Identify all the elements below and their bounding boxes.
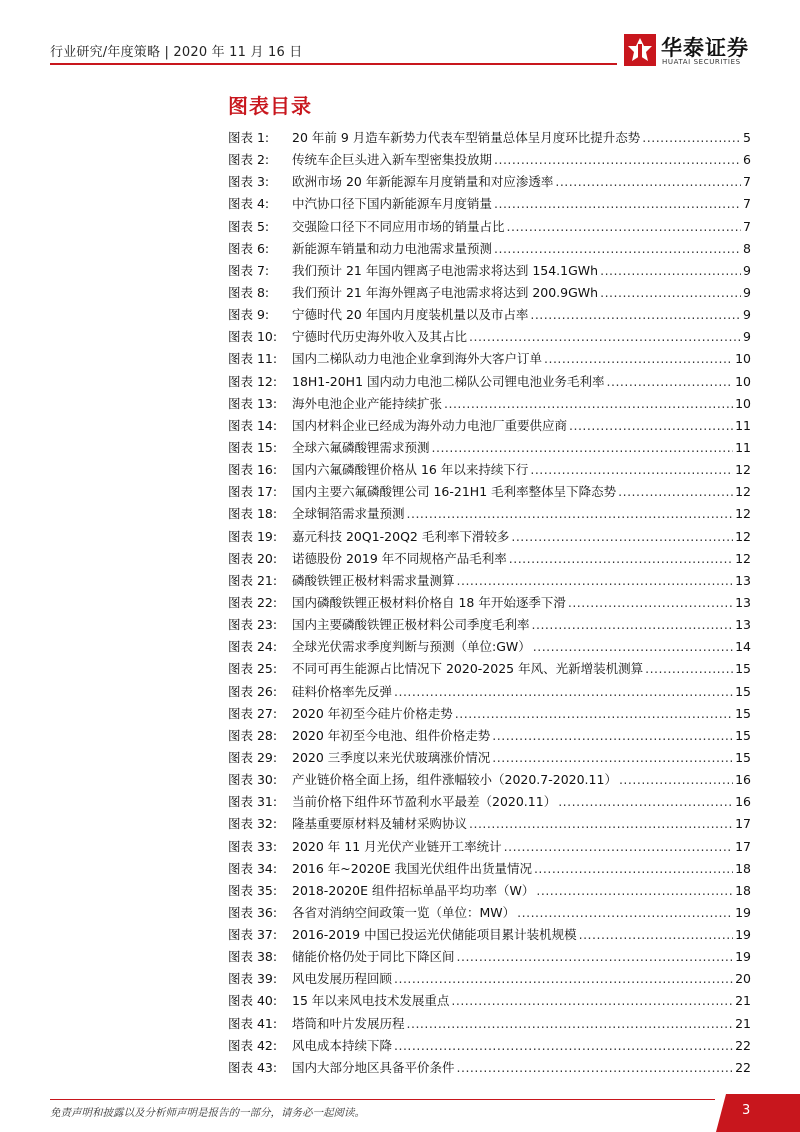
toc-item-page: 15 — [735, 661, 751, 677]
toc-item-page: 9 — [743, 329, 751, 345]
toc-item-label: 图表 33: — [228, 838, 278, 854]
toc-item-title: 我们预计 21 年海外锂离子电池需求将达到 200.9GWh — [292, 284, 599, 300]
toc-item-title: 国内主要磷酸铁锂正极材料公司季度毛利率 — [292, 617, 530, 633]
toc-item-title: 2018-2020E 组件招标单晶平均功率（W） — [292, 882, 535, 898]
toc-item[interactable] — [228, 217, 751, 239]
toc-item-label: 图表 21: — [228, 572, 278, 588]
toc-item[interactable] — [228, 327, 751, 349]
toc-item-label: 图表 40: — [228, 993, 278, 1009]
toc-item-title: 风电成本持续下降 — [292, 1037, 393, 1053]
toc-item-page: 10 — [735, 373, 751, 389]
huatai-logo — [624, 34, 754, 70]
toc-item[interactable] — [228, 549, 751, 571]
logo-chinese-name: 华泰证券 — [661, 36, 749, 60]
toc-item-leader — [619, 772, 733, 787]
toc-item-leader — [534, 861, 733, 876]
toc-item-leader — [511, 529, 733, 544]
toc-item[interactable] — [228, 770, 751, 792]
toc-item-page: 21 — [735, 1015, 751, 1031]
toc-item-page: 9 — [743, 284, 751, 300]
toc-item-leader — [607, 374, 734, 389]
footer-disclaimer: 免责声明和披露以及分析师声明是报告的一部分，请务必一起阅读。 — [50, 1107, 365, 1119]
toc-item[interactable] — [228, 194, 751, 216]
toc-item-leader — [457, 949, 734, 964]
page-number-badge — [716, 1094, 800, 1132]
toc-item-page: 18 — [735, 882, 751, 898]
toc-item-page: 9 — [743, 262, 751, 278]
toc-item-leader — [492, 728, 733, 743]
toc-item-title: 全球六氟磷酸锂需求预测 — [292, 439, 430, 455]
toc-item[interactable] — [228, 837, 751, 859]
footer-divider — [50, 1099, 715, 1100]
toc-item-title: 20 年前 9 月造车新势力代表车型销量总体呈月度环比提升态势 — [292, 130, 641, 145]
toc-item-title: 国内材料企业已经成为海外动力电池厂重要供应商 — [292, 417, 568, 433]
toc-item-leader — [407, 1016, 734, 1031]
toc-item-label: 图表 22: — [228, 594, 278, 610]
toc-item-leader — [645, 661, 733, 676]
toc-item-leader — [469, 816, 733, 831]
toc-item-leader — [394, 971, 733, 986]
toc-item[interactable] — [228, 1058, 751, 1080]
toc-item-title: 2020 年初至今硅片价格走势 — [292, 705, 453, 721]
toc-item-label: 图表 26: — [228, 683, 278, 699]
toc-item-title: 隆基重要原材料及辅材采购协议 — [292, 816, 468, 832]
toc-item-page: 22 — [735, 1037, 751, 1053]
toc-item-leader — [394, 684, 733, 699]
toc-item-leader — [600, 263, 741, 278]
toc-item-page: 12 — [735, 462, 751, 478]
toc-item-title: 海外电池企业产能持续扩张 — [292, 395, 443, 411]
toc-item-label: 图表 30: — [228, 772, 278, 788]
toc-item-label: 图表 28: — [228, 727, 278, 743]
toc-item[interactable] — [228, 659, 751, 681]
toc-item[interactable] — [228, 903, 751, 925]
toc-item-page: 15 — [735, 683, 751, 699]
toc-item-label: 图表 9: — [228, 307, 270, 323]
toc-item[interactable] — [228, 881, 751, 903]
toc-item-title: 中汽协口径下国内新能源车月度销量 — [292, 196, 493, 212]
toc-item[interactable] — [228, 1036, 751, 1058]
toc-item[interactable] — [228, 859, 751, 881]
toc-item[interactable] — [228, 460, 751, 482]
toc-item-label: 图表 34: — [228, 860, 278, 876]
toc-item-leader — [642, 130, 741, 145]
toc-item-title: 国内二梯队动力电池企业拿到海外大客户订单 — [292, 351, 543, 367]
toc-item-page: 12 — [735, 484, 751, 500]
toc-item-page: 16 — [735, 794, 751, 810]
toc-item-label: 图表 20: — [228, 550, 278, 566]
toc-item-label: 图表 38: — [228, 949, 278, 965]
toc-item-leader — [494, 152, 741, 167]
toc-item-title: 风电发展历程回顾 — [292, 971, 393, 987]
toc-item[interactable] — [228, 239, 751, 261]
toc-item-title: 宁德时代历史海外收入及其占比 — [292, 329, 468, 345]
toc-item-title: 传统车企巨头进入新车型密集投放期 — [292, 152, 493, 168]
toc-item-label: 图表 42: — [228, 1037, 278, 1053]
toc-item-page: 13 — [735, 594, 751, 610]
toc-item-label: 图表 12: — [228, 373, 278, 389]
toc-item-leader — [469, 329, 741, 344]
toc-item-page: 20 — [735, 971, 751, 987]
toc-item-page: 5 — [743, 130, 751, 145]
toc-item-page: 11 — [735, 439, 751, 455]
toc-item-page: 15 — [735, 705, 751, 721]
toc-item-title: 新能源车销量和动力电池需求量预测 — [292, 240, 493, 256]
toc-item[interactable] — [228, 925, 751, 947]
toc-item-leader — [568, 595, 733, 610]
toc-item-leader — [558, 794, 733, 809]
toc-item[interactable] — [228, 504, 751, 526]
toc-item-page: 17 — [735, 838, 751, 854]
toc-item-label: 图表 7: — [228, 262, 270, 278]
toc-item-page: 6 — [743, 152, 751, 168]
toc-item-label: 图表 36: — [228, 904, 278, 920]
toc-item-leader — [407, 506, 734, 521]
toc-item[interactable] — [228, 416, 751, 438]
toc-item-title: 15 年以来风电技术发展重点 — [292, 993, 450, 1009]
toc-item-page: 8 — [743, 240, 751, 256]
toc-item-leader — [457, 573, 734, 588]
toc-item-page: 13 — [735, 572, 751, 588]
toc-item-leader — [530, 462, 733, 477]
toc-item-leader — [492, 750, 733, 765]
toc-item-title: 国内磷酸铁锂正极材料价格自 18 年开始逐季下滑 — [292, 594, 566, 610]
toc-item-leader — [509, 551, 733, 566]
toc-item-label: 图表 23: — [228, 617, 278, 633]
toc-item-title: 18H1-20H1 国内动力电池二梯队公司锂电池业务毛利率 — [292, 373, 605, 389]
toc-item-label: 图表 18: — [228, 506, 278, 522]
toc-item-label: 图表 4: — [228, 196, 270, 212]
toc-item-leader — [533, 639, 733, 654]
toc-item-title: 2016 年~2020E 我国光伏组件出货量情况 — [292, 860, 532, 876]
toc-item[interactable] — [228, 593, 751, 615]
toc-item[interactable] — [228, 261, 751, 283]
toc-item-leader — [544, 351, 733, 366]
toc-item-title: 塔筒和叶片发展历程 — [292, 1015, 405, 1031]
toc-item-page: 19 — [735, 949, 751, 965]
toc-item-title: 不同可再生能源占比情况下 2020-2025 年风、光新增装机测算 — [292, 661, 644, 677]
toc-item-leader — [600, 285, 741, 300]
toc-item-leader — [618, 484, 733, 499]
page-number: 3 — [742, 1103, 751, 1118]
toc-item-leader — [530, 307, 741, 322]
toc-item-label: 图表 19: — [228, 528, 278, 544]
toc-item-title: 诺德股份 2019 年不同规格产品毛利率 — [292, 550, 507, 566]
toc-item-label: 图表 31: — [228, 794, 278, 810]
toc-item-title: 国内主要六氟磷酸锂公司 16-21H1 毛利率整体呈下降态势 — [292, 484, 617, 500]
toc-item-leader — [536, 883, 733, 898]
toc-item[interactable] — [228, 482, 751, 504]
toc-item-title: 2020 年初至今电池、组件价格走势 — [292, 727, 491, 743]
toc-item[interactable] — [228, 150, 751, 172]
toc-item-label: 图表 32: — [228, 816, 278, 832]
toc-item-title: 欧洲市场 20 年新能源车月度销量和对应渗透率 — [292, 174, 554, 190]
toc-item-leader — [569, 418, 733, 433]
toc-item-page: 21 — [735, 993, 751, 1009]
toc-item-title: 磷酸铁锂正极材料需求量测算 — [292, 572, 455, 588]
toc-item-page: 14 — [735, 639, 751, 655]
toc-item-page: 18 — [735, 860, 751, 876]
toc-item[interactable] — [228, 283, 751, 305]
toc-item-label: 图表 17: — [228, 484, 278, 500]
toc-item-page: 15 — [735, 727, 751, 743]
toc-item-title: 储能价格仍处于同比下降区间 — [292, 949, 455, 965]
toc-item-leader — [494, 196, 741, 211]
toc-item-page: 13 — [735, 617, 751, 633]
toc-item-page: 9 — [743, 307, 751, 323]
toc-item-page: 11 — [735, 417, 751, 433]
toc-item-label: 图表 39: — [228, 971, 278, 987]
toc-item-label: 图表 25: — [228, 661, 278, 677]
toc-item-title: 全球光伏需求季度判断与预测（单位:GW） — [292, 639, 531, 655]
toc-item-label: 图表 24: — [228, 639, 278, 655]
toc-item[interactable] — [228, 792, 751, 814]
toc-item-label: 图表 6: — [228, 240, 270, 256]
toc-item-title: 宁德时代 20 年国内月度装机量以及市占率 — [292, 307, 529, 323]
toc-item-title: 产业链价格全面上扬，组件涨幅较小（2020.7-2020.11） — [292, 772, 617, 788]
toc-item-page: 19 — [735, 927, 751, 943]
logo-english-name: HUATAI SECURITIES — [662, 58, 741, 66]
toc-item[interactable] — [228, 172, 751, 194]
toc-item[interactable] — [228, 128, 751, 150]
header-breadcrumb: 行业研究/年度策略 | 2020 年 11 月 16 日 — [50, 45, 303, 60]
toc-item-page: 10 — [735, 351, 751, 367]
toc-item[interactable] — [228, 969, 751, 991]
toc-item-label: 图表 10: — [228, 329, 278, 345]
toc-item[interactable] — [228, 748, 751, 770]
toc-item[interactable] — [228, 571, 751, 593]
huatai-logo-icon — [624, 34, 656, 66]
toc-item-label: 图表 15: — [228, 439, 278, 455]
toc-item-title: 各省对消纳空间政策一览（单位：MW） — [292, 904, 516, 920]
toc-item-label: 图表 41: — [228, 1015, 278, 1031]
toc-item[interactable] — [228, 1014, 751, 1036]
toc-item[interactable] — [228, 527, 751, 549]
toc-item-label: 图表 37: — [228, 927, 278, 943]
toc-item-page: 7 — [743, 218, 751, 234]
toc-item[interactable] — [228, 947, 751, 969]
toc-item[interactable] — [228, 372, 751, 394]
toc-item-leader — [457, 1060, 734, 1075]
toc-item-title: 当前价格下组件环节盈利水平最差（2020.11） — [292, 794, 557, 810]
toc-item-label: 图表 8: — [228, 284, 270, 300]
toc-item-leader — [517, 905, 733, 920]
toc-item-title: 全球铜箔需求量预测 — [292, 506, 405, 522]
toc-item-title: 2020 三季度以来光伏玻璃涨价情况 — [292, 749, 491, 765]
toc-item[interactable] — [228, 637, 751, 659]
header-divider — [50, 63, 617, 65]
toc-item-label: 图表 2: — [228, 152, 270, 168]
toc-item-page: 12 — [735, 528, 751, 544]
toc-item[interactable] — [228, 615, 751, 637]
toc-item-page: 15 — [735, 749, 751, 765]
toc-item-title: 2016-2019 中国已投运光伏储能项目累计装机规模 — [292, 927, 577, 943]
toc-item-title: 硅料价格率先反弹 — [292, 683, 393, 699]
toc-item-page: 17 — [735, 816, 751, 832]
toc-item-label: 图表 5: — [228, 218, 270, 234]
toc-item[interactable] — [228, 682, 751, 704]
toc-item-label: 图表 27: — [228, 705, 278, 721]
toc-item-label: 图表 16: — [228, 462, 278, 478]
toc-item-title: 2020 年 11 月光伏产业链开工率统计 — [292, 838, 502, 854]
toc-item-page: 12 — [735, 550, 751, 566]
toc-item-title: 国内大部分地区具备平价条件 — [292, 1059, 455, 1075]
toc-item-title: 国内六氟磷酸锂价格从 16 年以来持续下行 — [292, 462, 529, 478]
toc-item-title: 交强险口径下不同应用市场的销量占比 — [292, 218, 505, 234]
toc-item-leader — [451, 993, 733, 1008]
toc-item-page: 7 — [743, 174, 751, 190]
toc-item-title: 我们预计 21 年国内锂离子电池需求将达到 154.1GWh — [292, 262, 599, 278]
toc-item-leader — [504, 839, 733, 854]
toc-item[interactable] — [228, 349, 751, 371]
toc-item-label: 图表 29: — [228, 749, 278, 765]
toc-item[interactable] — [228, 438, 751, 460]
toc-item-page: 22 — [735, 1059, 751, 1075]
toc-item-label: 图表 35: — [228, 882, 278, 898]
toc-item[interactable] — [228, 726, 751, 748]
toc-item-page: 7 — [743, 196, 751, 212]
toc-item-leader — [494, 241, 741, 256]
toc-item[interactable] — [228, 991, 751, 1013]
toc-list — [228, 128, 751, 1080]
toc-item-page: 16 — [735, 772, 751, 788]
toc-item[interactable] — [228, 704, 751, 726]
toc-item[interactable] — [228, 814, 751, 836]
toc-item-page: 12 — [735, 506, 751, 522]
toc-item[interactable] — [228, 394, 751, 416]
toc-item-leader — [455, 706, 733, 721]
toc-item-label: 图表 13: — [228, 395, 278, 411]
toc-item-page: 19 — [735, 904, 751, 920]
toc-item-label: 图表 43: — [228, 1059, 278, 1075]
toc-item-label: 图表 14: — [228, 417, 278, 433]
toc-item[interactable] — [228, 305, 751, 327]
toc-item-page: 10 — [735, 395, 751, 411]
toc-item-label: 图表 3: — [228, 174, 270, 190]
toc-item-leader — [532, 617, 734, 632]
toc-item-leader — [394, 1038, 733, 1053]
toc-item-leader — [444, 396, 733, 411]
toc-item-title: 嘉元科技 20Q1-20Q2 毛利率下滑较多 — [292, 528, 510, 544]
toc-title: 图表目录 — [228, 94, 312, 118]
toc-item-leader — [579, 927, 733, 942]
toc-item-leader — [555, 174, 741, 189]
toc-item-leader — [507, 219, 742, 234]
toc-item-label: 图表 11: — [228, 351, 278, 367]
toc-item-leader — [432, 440, 734, 455]
toc-item-label: 图表 1: — [228, 130, 270, 145]
